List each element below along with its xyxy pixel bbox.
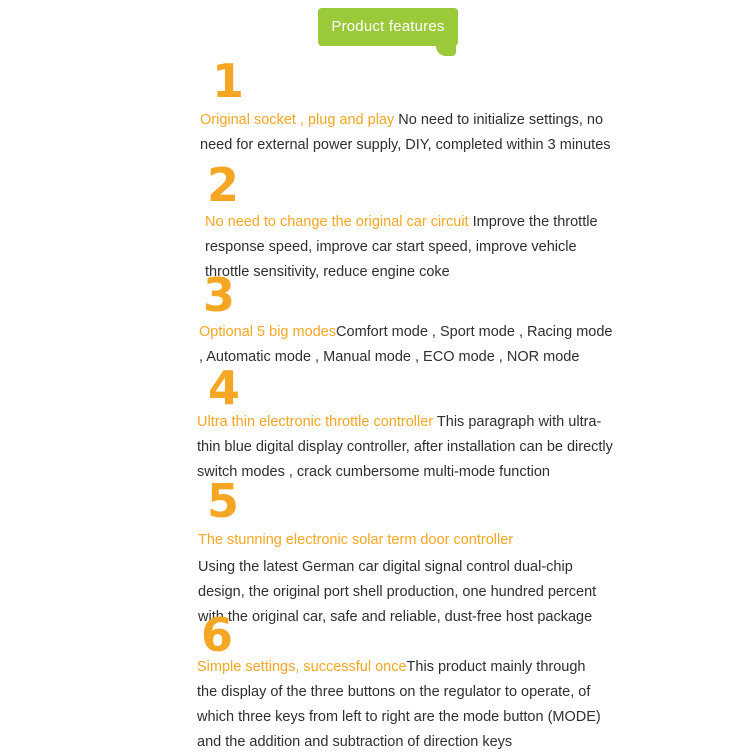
feature-text-4: This paragraph with ultra-thin blue digital display controller, after installation can be directly switch modes , crack cumbersome multi-mode function <box>197 414 613 480</box>
feature-text-5: Using the latest German car digital signal control dual-chip design, the original port shell production, one hundred percent with the original car, safe and reliable, dust-free host package <box>198 559 597 625</box>
feature-text-1: No need to initialize settings, no need for external power supply, DIY, completed within 3 minutes <box>200 112 611 153</box>
feature-text-2: Improve the throttle response speed, improve car start speed, improve vehicle throttle sensitivity, reduce engine coke <box>205 214 598 280</box>
feature-number-1: 1 <box>212 54 244 108</box>
feature-text-6: This product mainly through the display of the three buttons on the regulator to operate, of which three keys from left to right are the mode button (MODE) and the addition and subtraction of direction keys <box>197 659 601 750</box>
banner-title: Product features <box>331 18 445 35</box>
feature-number-6: 6 <box>201 608 233 662</box>
feature-body-2 <box>205 210 605 285</box>
feature-text-3: Comfort mode , Sport mode , Racing mode , Automatic mode , Manual mode , ECO mode , NOR mode <box>199 324 613 365</box>
feature-highlight-4: Ultra thin electronic throttle controller <box>197 414 434 430</box>
feature-number-2: 2 <box>207 158 239 212</box>
feature-body-4 <box>197 410 617 485</box>
feature-number-4: 4 <box>208 361 240 415</box>
feature-body-1 <box>200 108 620 158</box>
feature-number-5: 5 <box>207 474 239 528</box>
feature-highlight-2: No need to change the original car circuit <box>205 214 469 230</box>
feature-body-5 <box>198 528 598 630</box>
product-features-banner <box>0 8 750 54</box>
feature-body-6 <box>197 655 607 755</box>
feature-highlight-5: The stunning electronic solar term door controller <box>198 532 514 548</box>
feature-body-3 <box>199 320 619 370</box>
feature-number-3: 3 <box>203 268 235 322</box>
feature-highlight-6: Simple settings, successful once <box>197 659 407 675</box>
feature-highlight-1: Original socket , plug and play <box>200 112 395 128</box>
feature-highlight-3: Optional 5 big modes <box>199 324 337 340</box>
